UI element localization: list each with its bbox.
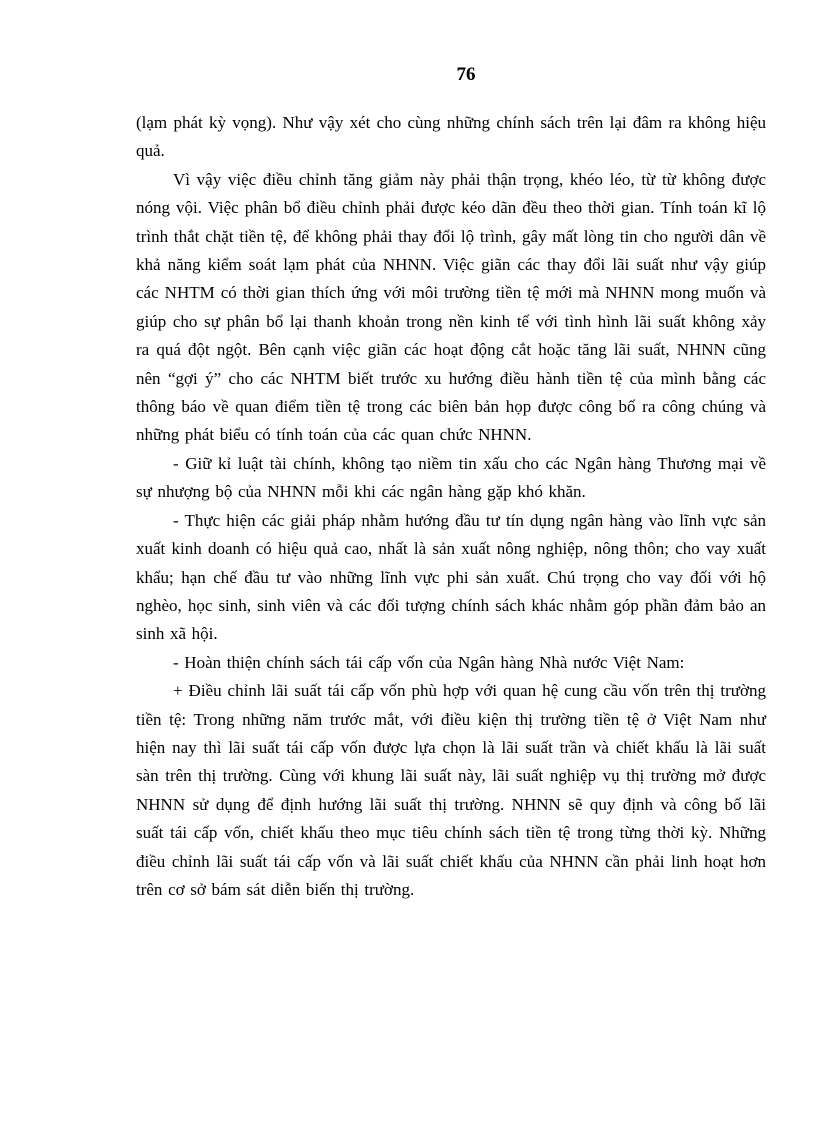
paragraph-inflation-expectation: (lạm phát kỳ vọng). Như vậy xét cho cùng những chính sách trên lại đâm ra không hiệu quả. bbox=[136, 113, 766, 161]
paragraph-credit-investment: - Thực hiện các giải pháp nhằm hướng đầu tư tín dụng ngân hàng vào lĩnh vực sản xuất kinh doanh có hiệu quả cao, nhất là sản xuất nông nghiệp, nông thôn; cho vay xuất khẩu; hạn chế đầu tư vào những lĩnh vực phi sản xuất. Chú trọng cho vay đối với hộ nghèo, học sinh, sinh viên và các đối tượng chính sách khác nhằm góp phần đảm bảo an sinh xã hội. bbox=[136, 510, 766, 644]
paragraph-refinancing-policy: - Hoàn thiện chính sách tái cấp vốn của Ngân hàng Nhà nước Việt Nam: bbox=[173, 652, 685, 672]
paragraph-refinancing-rate: + Điều chỉnh lãi suất tái cấp vốn phù hợp với quan hệ cung cầu vốn trên thị trường tiền tệ: Trong những năm trước mắt, với điều kiện thị trường tiền tệ ở Việt Nam như hiện nay thì lãi suất tái cấp vốn được lựa chọn là lãi suất trần và chiết khấu là lãi suất sàn trên thị trường. Cùng với khung lãi suất này, lãi suất nghiệp vụ thị trường mở được NHNN sử dụng để định hướng lãi suất thị trường. NHNN sẽ quy định và công bố lãi suất tái cấp vốn, chiết khấu theo mục tiêu chính sách tiền tệ trong từng thời kỳ. Những điều chỉnh lãi suất tái cấp vốn và lãi suất chiết khấu của NHNN cần phải linh hoạt hơn trên cơ sở bám sát diễn biến thị trường. bbox=[136, 681, 766, 899]
document-page bbox=[136, 58, 766, 904]
page-number: 76 bbox=[456, 64, 476, 85]
paragraph-careful-adjustment: Vì vậy việc điều chỉnh tăng giảm này phải thận trọng, khéo léo, từ từ không được nóng vội. Việc phân bổ điều chỉnh phải được kéo dãn đều theo thời gian. Tính toán kĩ lộ trình thắt chặt tiền tệ, để không phải thay đổi lộ trình, gây mất lòng tin cho người dân về khả năng kiểm soát lạm phát của NHNN. Việc giãn các thay đổi lãi suất như vậy giúp các NHTM có thời gian thích ứng với môi trường tiền tệ mới mà NHNN mong muốn và giúp cho sự phân bổ lại thanh khoản trong nền kinh tế với tình hình lãi suất không xảy ra quá đột ngột. Bên cạnh việc giãn các hoạt động cắt hoặc tăng lãi suất, NHNN cũng nên “gợi ý” cho các NHTM biết trước xu hướng điều hành tiền tệ của mình bằng các thông báo về quan điểm tiền tệ trong các biên bản họp được công bố ra công chúng và những phát biểu có tính toán của các quan chức NHNN. bbox=[136, 169, 766, 445]
paragraph-financial-discipline: - Giữ kỉ luật tài chính, không tạo niềm tin xấu cho các Ngân hàng Thương mại về sự nhượng bộ của NHNN mỗi khi các ngân hàng gặp khó khăn. bbox=[136, 453, 766, 502]
